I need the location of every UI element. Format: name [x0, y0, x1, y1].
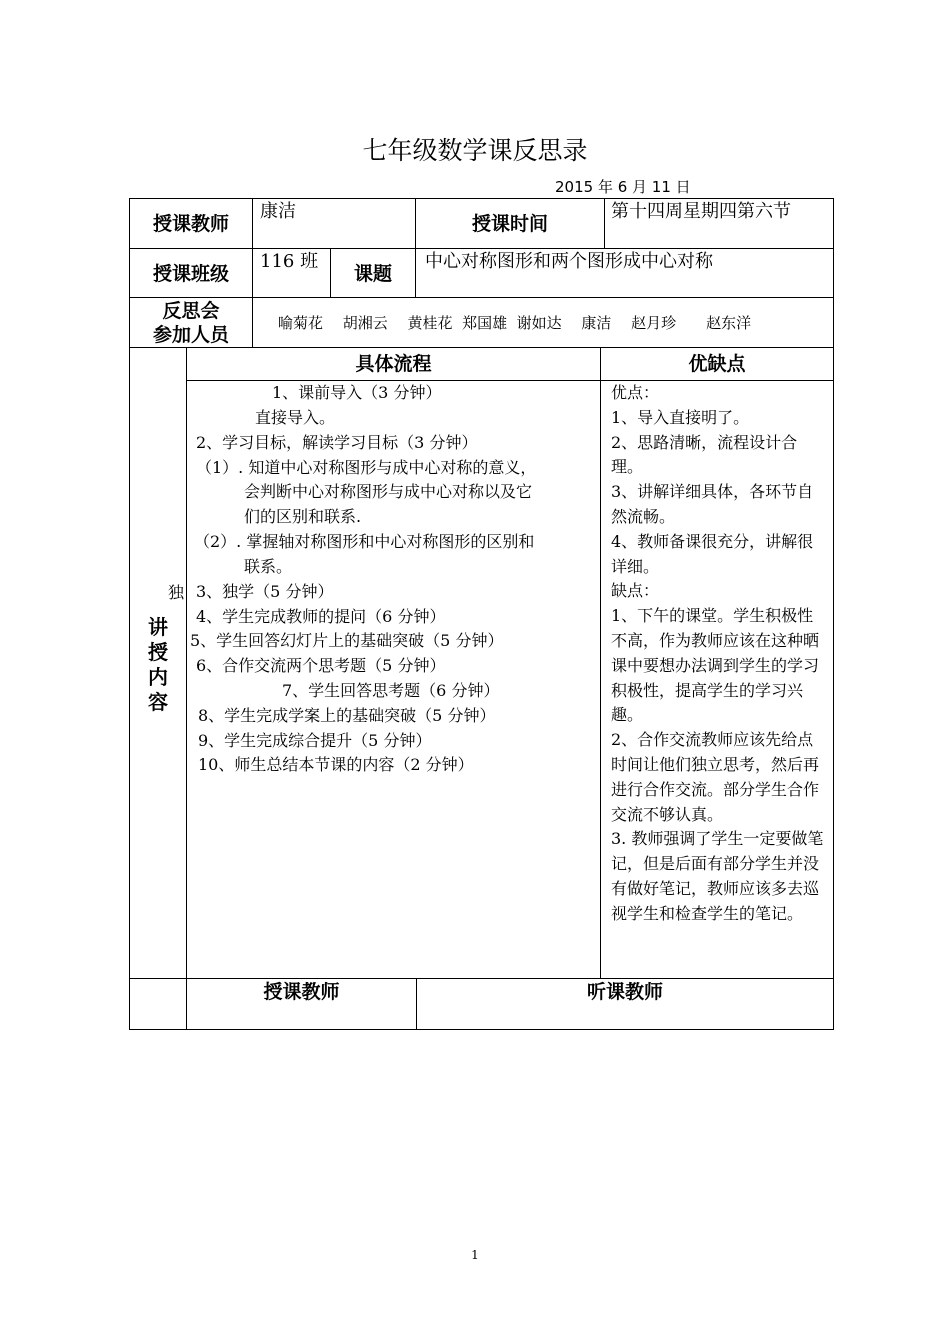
- topic-value: 中心对称图形和两个图形成中心对称: [425, 251, 713, 272]
- document-date: 2015 年 6 月 11 日: [555, 178, 691, 196]
- process-line: 8、学生完成学案上的基础突破（5 分钟）: [198, 706, 496, 725]
- process-line: 3、独学（5 分钟）: [196, 582, 334, 601]
- evaluation-item: 优点：: [611, 383, 660, 402]
- class-value: 116 班: [260, 251, 319, 272]
- process-line: （2）. 掌握轴对称图形和中心对称图形的区别和: [194, 532, 535, 551]
- evaluation-item: 缺点：: [611, 581, 660, 601]
- time-value: 第十四周星期四第六节: [611, 201, 791, 222]
- process-line: 1、课前导入（3 分钟）: [272, 383, 442, 402]
- evaluation-item: 2、思路清晰，流程设计合理。: [611, 432, 798, 477]
- process-header: 具体流程: [355, 353, 432, 375]
- teacher-value: 康洁: [260, 201, 296, 222]
- evaluation-item: 1、导入直接明了。: [611, 407, 750, 427]
- class-label: 授课班级: [152, 263, 229, 285]
- process-line: 10、师生总结本节课的内容（2 分钟）: [198, 755, 474, 774]
- time-label: 授课时间: [471, 213, 548, 235]
- side-label-small: 独: [168, 583, 185, 602]
- process-line: 们的区别和联系.: [244, 507, 362, 526]
- process-line: 联系。: [244, 557, 293, 576]
- evaluation-item: 3. 教师强调了学生一定要做笔记，但是后面有部分学生并没有做好笔记，教师应该多去巡视学生和检查学生的笔记。: [611, 829, 824, 923]
- side-label-char-3: 内: [148, 665, 168, 689]
- process-line: 会判断中心对称图形与成中心对称以及它: [244, 482, 533, 501]
- evaluation-list: [611, 381, 827, 927]
- attendees-label-line-2: 参加人员: [152, 324, 229, 346]
- attendees-label-line-1: 反思会: [162, 300, 220, 322]
- evaluation-header: 优缺点: [688, 353, 746, 375]
- process-line: 7、学生回答思考题（6 分钟）: [282, 681, 500, 700]
- document-title: 七年级数学课反思录: [362, 136, 588, 165]
- process-line: 5、学生回答幻灯片上的基础突破（5 分钟）: [190, 631, 504, 650]
- process-line: 直接导入。: [255, 408, 336, 427]
- page-number: 1: [471, 1248, 479, 1262]
- process-line: 9、学生完成综合提升（5 分钟）: [198, 731, 432, 750]
- topic-label: 课题: [353, 263, 392, 285]
- side-label-char-1: 讲: [148, 615, 168, 639]
- process-line: 2、学习目标，解读学习目标（3 分钟）: [196, 433, 478, 452]
- teacher-label: 授课教师: [152, 213, 229, 235]
- process-line: 4、学生完成教师的提问（6 分钟）: [196, 607, 446, 626]
- process-line: （1）. 知道中心对称图形与成中心对称的意义，: [196, 458, 537, 477]
- process-line: 6、合作交流两个思考题（5 分钟）: [196, 656, 446, 675]
- side-label-char-2: 授: [148, 640, 168, 664]
- evaluation-item: 2、合作交流教师应该先给点时间让他们独立思考，然后再进行合作交流。部分学生合作交流不够认真。: [611, 730, 820, 824]
- side-label-char-4: 容: [148, 690, 168, 714]
- signature-listener-label: 听课教师: [586, 981, 663, 1003]
- evaluation-item: 4、教师备课很充分，讲解很详细。: [611, 531, 814, 576]
- attendees-value: 喻菊花 胡湘云 黄桂花 郑国雄 谢如达 康洁 赵月珍 赵东洋: [278, 314, 752, 332]
- signature-teacher-label: 授课教师: [263, 981, 340, 1003]
- evaluation-item: 1、下午的课堂。学生积极性不高，作为教师应该在这种晒课中要想办法调到学生的学习积极性，提高学生的学习兴趣。: [611, 606, 820, 725]
- evaluation-item: 3、讲解详细具体，各环节自然流畅。: [611, 482, 814, 526]
